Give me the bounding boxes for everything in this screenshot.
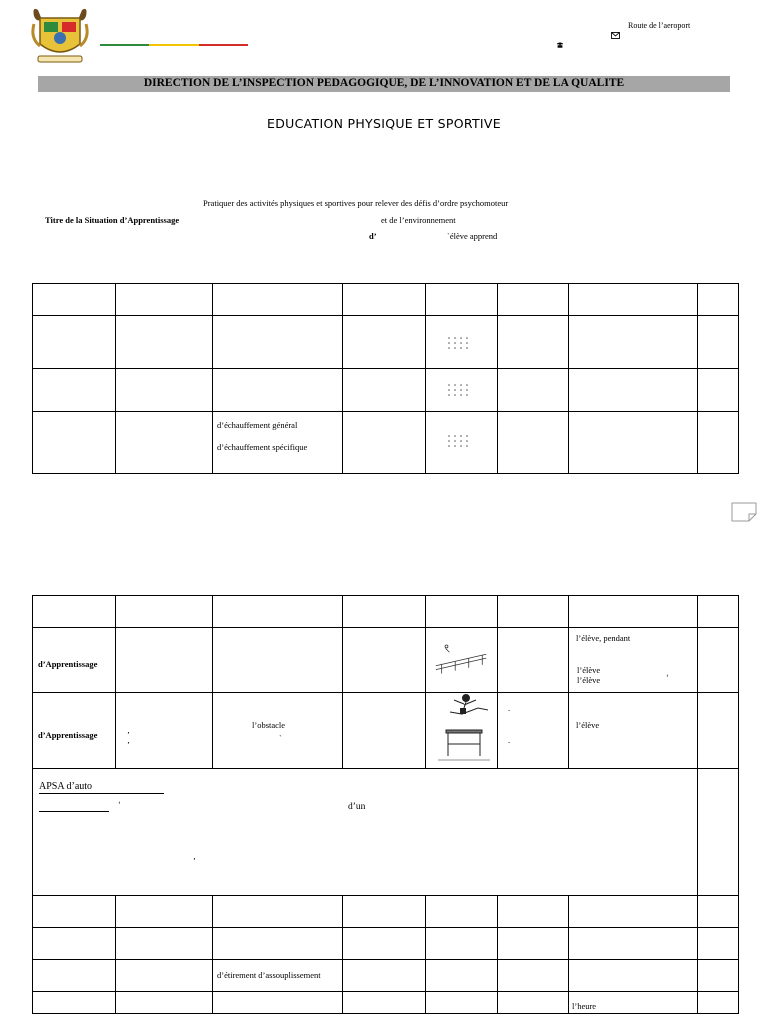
table-cell [698,769,739,896]
table-cell [698,896,739,928]
note-text: l’élève [576,720,600,730]
table-cell [426,928,498,960]
table-cell [569,960,698,992]
table-cell [213,693,343,769]
table-row [33,316,739,369]
table-cell [498,316,569,369]
table-cell [343,693,426,769]
note-mark: ‚ [193,851,196,861]
table-cell [213,369,343,412]
table-cell [698,960,739,992]
table-row [33,928,739,960]
player-formation-diagram [446,334,476,352]
subject-title: EDUCATION PHYSIQUE ET SPORTIVE [267,116,501,131]
table-cell [33,628,116,693]
warmup-specific: d’échauffement spécifique [217,442,308,452]
table-row [33,769,739,896]
note-mark: ‚ [127,735,130,745]
table-cell [498,992,569,1014]
flag-stripe-yellow [149,44,198,46]
table-cell [116,284,213,316]
table-cell [33,992,116,1014]
table-cell [213,316,343,369]
situation-line2: et de l’environnement [381,215,456,225]
situation-line3b: `élève apprend [447,231,498,241]
table-row [33,693,739,769]
table-cell [698,596,739,628]
flag-stripe [100,44,248,46]
table-cell [116,369,213,412]
table-cell [426,992,498,1014]
table-cell [498,928,569,960]
situation-label: Titre de la Situation d’Apprentissage [45,215,180,225]
page-fold-icon [731,502,757,522]
table-cell [343,928,426,960]
table-cell [426,284,498,316]
table-cell [698,316,739,369]
apsa-cell [33,769,698,896]
table1-header-row [33,284,739,316]
note-mark: . [508,735,511,745]
table-cell [343,992,426,1014]
table-cell [213,896,343,928]
hour-text: l’heure [572,1001,597,1011]
table-cell [33,693,116,769]
table-cell [698,412,739,474]
table-cell [116,928,213,960]
table-cell [116,412,213,474]
apsa-title: APSA d’auto [39,781,93,792]
table-cell [343,628,426,693]
table-cell [213,284,343,316]
table-cell [569,596,698,628]
table-row [33,369,739,412]
phone-icon [556,41,564,48]
table-row [33,896,739,928]
table-cell [498,596,569,628]
table-cell [426,628,498,693]
table-cell [116,960,213,992]
note-text: l’élève [577,675,601,685]
table-cell [213,628,343,693]
table-cell [498,628,569,693]
table-cell [116,992,213,1014]
flag-stripe-green [100,44,149,46]
table-cell [569,316,698,369]
table-cell [116,316,213,369]
table-cell [698,284,739,316]
table-cell [116,628,213,693]
table-cell [116,693,213,769]
table-cell [343,896,426,928]
note-mark: ‘ [666,672,669,682]
table-cell [569,928,698,960]
table-cell [698,369,739,412]
table-cell [213,596,343,628]
table-row [33,992,739,1014]
player-formation-diagram [446,432,476,450]
hurdles-sketch-image [432,640,490,680]
table-cell [498,284,569,316]
row-label: d’Apprentissage [38,730,98,740]
table-cell [426,596,498,628]
mail-icon [611,32,620,39]
table-cell [569,369,698,412]
table-cell [569,992,698,1014]
note-mark: . [508,703,511,713]
underline-blank [39,811,109,812]
table-cell [569,412,698,474]
table-cell [213,928,343,960]
table-cell [698,928,739,960]
table-cell [426,960,498,992]
table-cell [343,284,426,316]
table-cell [33,928,116,960]
row-label: d’Apprentissage [38,659,98,669]
table-cell [116,896,213,928]
table-cell [213,412,343,474]
table-row [33,960,739,992]
table-cell [498,693,569,769]
player-formation-diagram [446,381,476,399]
table2-header-row [33,596,739,628]
planning-table-1 [32,283,739,474]
table-cell [343,596,426,628]
table-cell [498,412,569,474]
table-cell [569,284,698,316]
table-cell [33,596,116,628]
table-cell [33,369,116,412]
table-cell [569,693,698,769]
table-cell [426,693,498,769]
planning-table-2 [32,595,739,1014]
table-cell [569,628,698,693]
warmup-general: d’échauffement général [217,420,298,430]
coat-of-arms-logo [30,4,90,68]
obstacle-text: l’obstacle [252,720,286,730]
apsa-text: d’un [348,802,366,812]
underline-blank [39,793,164,794]
table-cell [343,369,426,412]
table-cell [33,316,116,369]
table-row [33,412,739,474]
table-row [33,628,739,693]
table-cell [698,628,739,693]
directorate-banner [38,76,730,92]
situation-line1: Pratiquer des activités physiques et sportives pour relever des défis d’ordre psychomoteur [203,198,509,208]
table-cell [426,369,498,412]
address-text: Route de l’aeroport [628,21,691,30]
table-cell [116,596,213,628]
flag-stripe-red [199,44,248,46]
table-cell [498,960,569,992]
table-cell [33,412,116,474]
table-cell [426,896,498,928]
table-cell [498,369,569,412]
table-cell [343,316,426,369]
table-cell [498,896,569,928]
note-text: l’élève [577,665,601,675]
table-cell [698,693,739,769]
table-cell [426,412,498,474]
situation-line3a: d’ [369,231,377,241]
note-mark: ‘ [118,799,121,809]
table-cell [33,896,116,928]
note-mark: ` [279,733,282,743]
table-cell [213,992,343,1014]
table-cell [213,960,343,992]
hurdler-sketch-image [430,690,494,766]
table-cell [343,960,426,992]
table-cell [343,412,426,474]
table-cell [426,316,498,369]
table-cell [569,896,698,928]
directorate-title: DIRECTION DE L’INSPECTION PEDAGOGIQUE, DE L’INNOVATION ET DE LA QUALITE [143,77,625,89]
table-cell [698,992,739,1014]
table-cell [33,960,116,992]
stretching-text: d’étirement d’assouplissement [217,970,321,980]
note-text: l’élève, pendant [576,633,631,643]
table-cell [33,284,116,316]
note-mark: ‚ [127,725,130,735]
